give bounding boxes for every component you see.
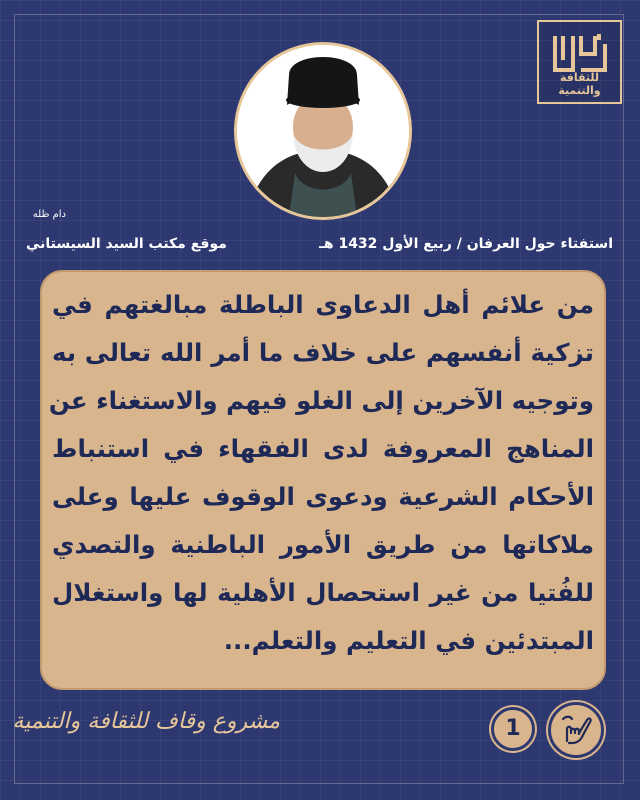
quote-line: المبتدئين في التعليم والتعلم... [223,626,594,655]
pointing-hand-icon[interactable] [548,702,604,758]
quote-line: للفُتيا من غير استحصال الأهلية لها واستغلال [52,578,594,607]
project-name: مشروع وقاف للثقافة والتنمية [12,709,280,734]
honorific-text: دام ظله [32,209,66,220]
quote-line: المناهج المعروفة لدى الفقهاء في استنباط [52,434,594,463]
quote-line: من علائم أهل الدعاوى الباطلة مبالغتهم في [52,290,594,319]
page-number-badge: 1 [491,707,535,751]
logo [537,20,622,104]
quote-line: الأحكام الشرعية ودعوى الوقوف عليها وعلى [52,482,594,511]
quote-text [48,281,594,665]
source-label: موقع مكتب السيد السيستاني [26,236,227,252]
quote-line: تزكية أنفسهم على خلاف ما أمر الله تعالى به [52,338,594,367]
logo-mark-icon [551,30,609,76]
quote-line: ملاكاتها من طريق الأمور الباطنية والتصدي [52,530,594,559]
quote-line: وتوجيه الآخرين إلى الغلو فيهم والاستغناء عن [48,386,594,415]
logo-subtitle: للثقافة والتنمية [558,71,601,97]
portrait-photo [234,42,412,220]
topic-label: استفتاء حول العرفان / ربيع الأول 1432 هـ [319,236,613,252]
